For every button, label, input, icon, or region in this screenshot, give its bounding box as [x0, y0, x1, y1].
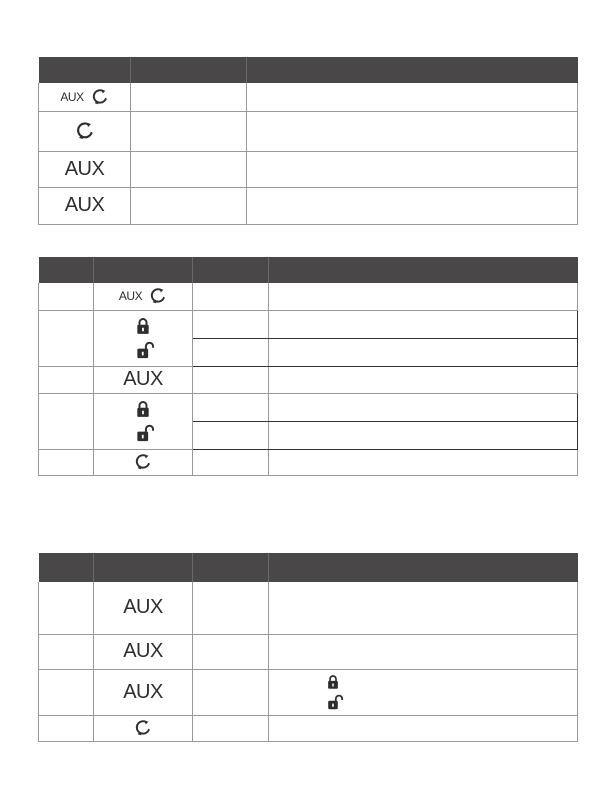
table-cell — [193, 393, 269, 421]
table-cell — [94, 715, 193, 741]
table-cell — [39, 634, 94, 669]
aux-label: AUX — [123, 596, 163, 619]
table-3-header-cell — [39, 553, 94, 582]
table-cell — [39, 449, 94, 475]
cycle-icon — [149, 287, 167, 305]
padlock-closed-icon — [327, 674, 339, 690]
table-cell — [193, 283, 269, 310]
table-cell — [269, 393, 578, 421]
table-cell — [94, 634, 193, 669]
table-cell — [269, 338, 578, 366]
table-row — [39, 151, 578, 187]
aux-label: AUX — [64, 194, 105, 216]
table-cell — [193, 421, 269, 449]
table-cell — [39, 310, 94, 366]
table-cell — [193, 634, 269, 669]
table-2-header — [39, 257, 578, 283]
table-cell — [94, 366, 193, 393]
table-cell — [94, 283, 193, 310]
table-row — [39, 83, 578, 111]
padlock-closed-icon — [136, 317, 150, 335]
table-cell — [39, 151, 131, 187]
table-1-header — [39, 57, 578, 83]
table-cell — [193, 366, 269, 393]
table-cell — [269, 449, 578, 475]
table-cell — [39, 582, 94, 634]
table-3-header-cell — [269, 553, 578, 582]
table-cell — [269, 283, 578, 310]
aux-cycle-combo — [119, 287, 167, 305]
aux-label: AUX — [64, 157, 105, 180]
table-3-header — [39, 553, 578, 582]
table-cell — [269, 366, 578, 393]
table-row — [39, 715, 578, 741]
padlock-closed-icon — [136, 400, 150, 418]
table-cell — [269, 310, 578, 338]
table-cell — [247, 151, 578, 187]
aux-cycle-combo — [60, 88, 108, 106]
table-cell — [39, 715, 94, 741]
table-cell — [39, 393, 94, 449]
cycle-icon — [75, 121, 95, 141]
aux-label: AUX — [123, 640, 163, 662]
table-1-header-cell — [39, 57, 131, 83]
table-row — [39, 393, 578, 421]
table-cell — [131, 187, 247, 224]
table-cell — [269, 582, 578, 634]
table-row — [39, 310, 578, 338]
table-cell — [94, 393, 193, 449]
table-cell — [193, 338, 269, 366]
table-2-header-cell — [269, 257, 578, 283]
table-cell — [39, 83, 131, 111]
cycle-icon — [134, 719, 152, 737]
table-cell — [39, 366, 94, 393]
table-cell — [39, 187, 131, 224]
table-1 — [38, 57, 578, 225]
table-row — [39, 366, 578, 393]
table-cell — [131, 151, 247, 187]
aux-label: AUX — [60, 89, 84, 104]
table-cell — [131, 111, 247, 151]
table-1-header-cell — [247, 57, 578, 83]
table-3 — [38, 553, 578, 742]
table-cell — [269, 715, 578, 741]
table-row — [39, 669, 578, 715]
padlock-open-icon — [136, 424, 154, 442]
table-cell — [247, 187, 578, 224]
table-row — [39, 582, 578, 634]
aux-label: AUX — [123, 680, 163, 703]
table-cell — [131, 83, 247, 111]
table-cell — [94, 310, 193, 366]
table-row — [39, 449, 578, 475]
table-cell — [39, 283, 94, 310]
table-row — [39, 634, 578, 669]
table-cell — [193, 715, 269, 741]
table-cell — [269, 634, 578, 669]
table-3-header-cell — [94, 553, 193, 582]
table-cell — [39, 111, 131, 151]
table-cell — [39, 669, 94, 715]
padlock-open-icon — [327, 694, 343, 710]
padlock-open-icon — [136, 341, 154, 359]
aux-label: AUX — [118, 289, 143, 304]
table-cell — [247, 111, 578, 151]
table-2-header-cell — [94, 257, 193, 283]
table-2-header-cell — [39, 257, 94, 283]
aux-label: AUX — [123, 368, 163, 390]
table-cell — [193, 310, 269, 338]
table-2-header-cell — [193, 257, 269, 283]
table-cell — [269, 669, 578, 715]
cycle-icon — [134, 453, 152, 471]
table-row — [39, 111, 578, 151]
table-cell — [193, 449, 269, 475]
table-2 — [38, 257, 578, 476]
table-cell — [94, 449, 193, 475]
cycle-icon — [91, 88, 109, 106]
table-cell — [269, 421, 578, 449]
table-cell — [193, 669, 269, 715]
table-cell — [193, 582, 269, 634]
table-cell — [94, 582, 193, 634]
table-row — [39, 187, 578, 224]
table-3-header-cell — [193, 553, 269, 582]
table-cell — [247, 83, 578, 111]
table-row — [39, 283, 578, 310]
table-cell — [94, 669, 193, 715]
table-1-header-cell — [131, 57, 247, 83]
